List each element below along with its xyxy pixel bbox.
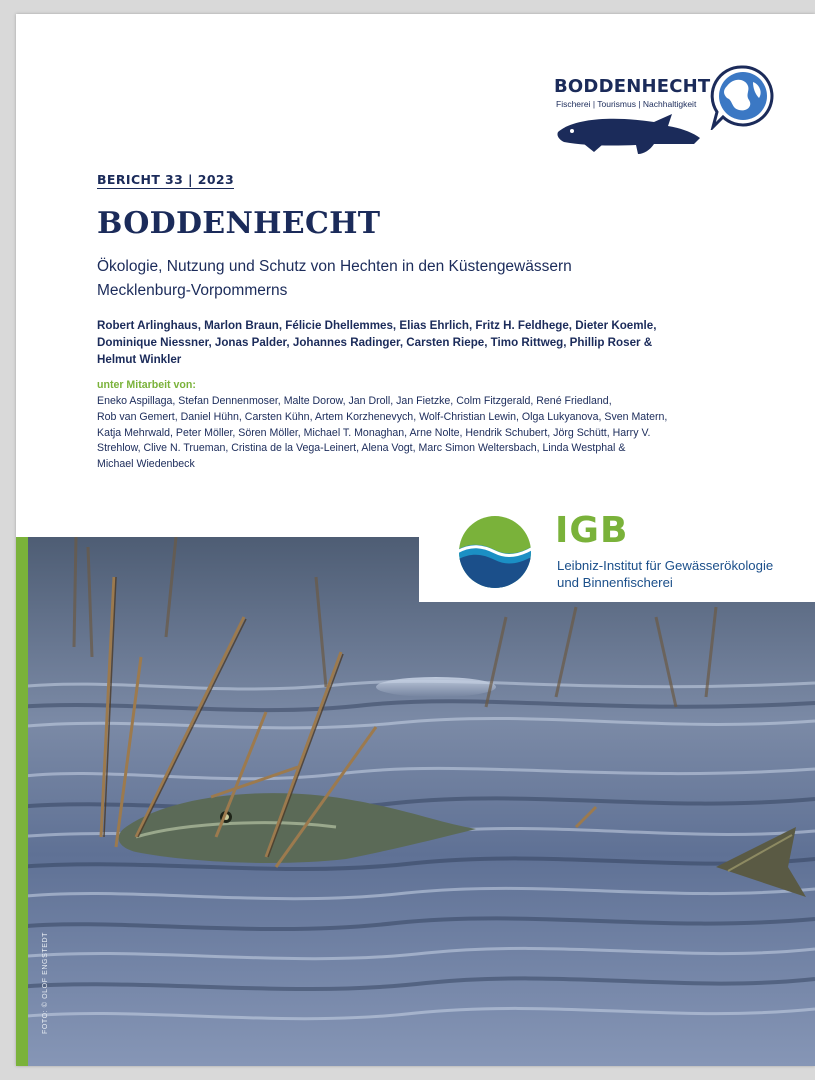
author-line: Dominique Niessner, Jonas Palder, Johannes Radinger, Carsten Riepe, Timo Rittweg, Phillip Roser & [97, 336, 653, 349]
collaborator-line: Strehlow, Clive N. Trueman, Cristina de la Vega-Leinert, Alena Vogt, Marc Simon Weltersbach, Linda Westphal & [97, 442, 626, 455]
igb-logo-icon [457, 514, 533, 590]
igb-name: IGB [555, 510, 629, 551]
boddenhecht-logo [554, 62, 779, 162]
collaborator-list [97, 394, 757, 473]
igb-logo-box [419, 480, 815, 602]
globe-speech-bubble-icon [709, 64, 775, 130]
page-subtitle [97, 255, 697, 303]
pike-fish-icon [554, 108, 704, 156]
igb-full-name-line: Leibniz-Institut für Gewässerökologie [557, 558, 774, 573]
subtitle-line: Ökologie, Nutzung und Schutz von Hechten in den Küstengewässern [97, 258, 572, 275]
subtitle-line: Mecklenburg-Vorpommerns [97, 282, 288, 299]
collaborator-line: Eneko Aspillaga, Stefan Dennenmoser, Malte Dorow, Jan Droll, Jan Fietzke, Colm Fitzgerald, René Friedland, [97, 395, 612, 407]
pike-in-water-image [16, 537, 815, 1066]
igb-full-name-line: und Binnenfischerei [557, 575, 673, 590]
author-line: Robert Arlinghaus, Marlon Braun, Félicie Dhellemmes, Elias Ehrlich, Fritz H. Feldhege, Dieter Koemle, [97, 319, 657, 332]
cover-photo [16, 537, 815, 1066]
collaborators-label: unter Mitarbeit von: [97, 379, 196, 391]
author-line: Helmut Winkler [97, 353, 182, 366]
report-cover [16, 14, 815, 1066]
collaborator-line: Rob van Gemert, Daniel Hühn, Carsten Kühn, Artem Korzhenevych, Wolf-Christian Lewin, Olga Lukyanova, Sven Matern, [97, 410, 668, 423]
author-list [97, 317, 737, 368]
logo-subtitle: Fischerei | Tourismus | Nachhaltigkeit [556, 99, 697, 109]
accent-bar [16, 537, 28, 1066]
collaborator-line: Michael Wiedenbeck [97, 458, 195, 471]
collaborator-line: Katja Mehrwald, Peter Möller, Sören Möller, Michael T. Monaghan, Arne Nolte, Hendrik Schubert, Jörg Schütt, Harry V. [97, 426, 651, 439]
page-title: BODDENHECHT [97, 206, 381, 241]
report-number: BERICHT 33 | 2023 [97, 172, 235, 187]
photo-credit: FOTO: © OLOF ENGSTEDT [42, 931, 49, 1034]
logo-title: BODDENHECHT [554, 76, 711, 97]
